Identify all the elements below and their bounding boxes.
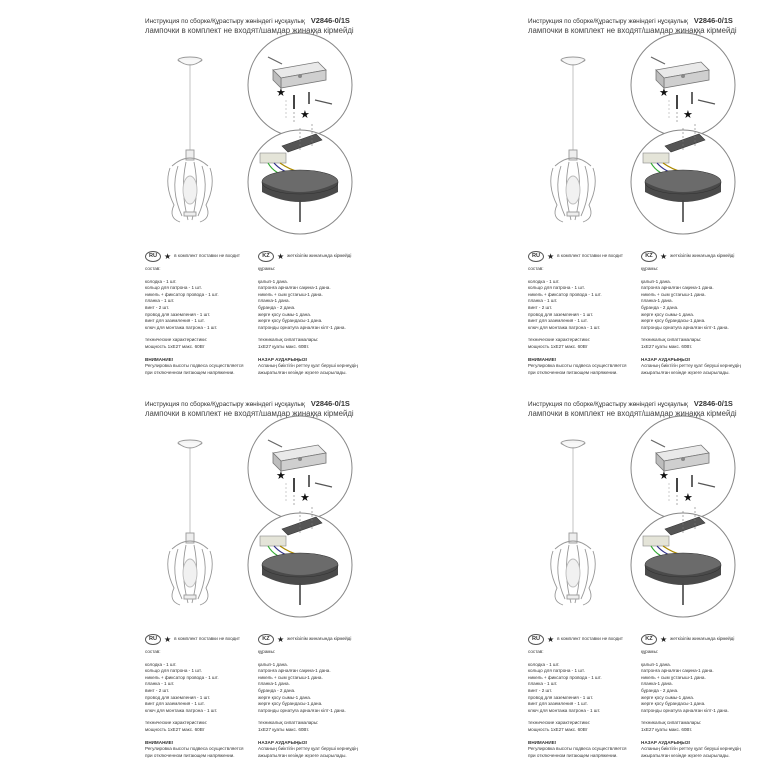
ru-item: ключ для монтажа патрона - 1 шт. xyxy=(528,324,601,330)
kz-warning-line: ажыратылған кезінде жүзеге асырылады. xyxy=(641,369,730,375)
kz-item: жерге қосу сымы-1 дана. xyxy=(641,694,695,700)
kz-warning-line: Аспаның биіктігін реттеу қуат беруші кернеудің xyxy=(258,746,358,752)
lamps-not-included-note: лампочки в комплект не входят/шамдар жинаққа кірмейді xyxy=(145,409,354,419)
canopy-wiring-inset xyxy=(631,124,735,234)
canopy-wiring-inset xyxy=(248,124,352,234)
kz-warning-line: ажыратылған кезінде жүзеге асырылады. xyxy=(258,752,347,758)
kz-item: патронды орнатуға арналған кілт-1 дана. xyxy=(258,324,346,330)
kz-instructions xyxy=(258,634,380,759)
ru-item: планка - 1 шт. xyxy=(145,681,175,687)
ru-instructions xyxy=(528,634,646,759)
ru-specs: мощность 1хE27 макс. 60Вт xyxy=(528,343,588,349)
mounting-plate-inset xyxy=(631,33,735,137)
kz-item: никель + сым ұстағыш-1 дана. xyxy=(641,291,706,297)
ru-warning-line: Регулировка высоты подвеса осуществляется xyxy=(145,363,244,369)
kz-language-badge: KZ xyxy=(258,634,274,645)
ru-item: винт - 2 шт. xyxy=(145,304,170,310)
star-icon: ★ xyxy=(660,634,668,644)
ru-item: провод для заземления - 1 шт. xyxy=(145,311,211,317)
kz-warning-line: ажыратылған кезінде жүзеге асырылады. xyxy=(258,369,347,375)
sheet-header xyxy=(145,400,380,418)
canopy-wiring-inset xyxy=(631,507,735,617)
excluded-part-star-icon: ★ xyxy=(683,109,693,121)
ru-item: кольцо для патрона - 1 шт. xyxy=(145,668,202,674)
ru-specs: мощность 1хE27 макс. 60Вт xyxy=(145,726,205,732)
kz-language-badge: KZ xyxy=(641,634,657,645)
ru-star-note: в комплект поставки не входит xyxy=(557,253,623,259)
ru-item: никель + фиксатор провода - 1 шт. xyxy=(145,674,219,680)
excluded-part-star-icon: ★ xyxy=(683,492,693,504)
ru-warning-label: ВНИМАНИЕ! xyxy=(528,739,557,745)
star-icon: ★ xyxy=(277,634,285,644)
kz-contents-label: құрамы: xyxy=(641,649,659,654)
ru-item: винт для заземления - 1 шт. xyxy=(528,318,588,324)
ru-item: кольцо для патрона - 1 шт. xyxy=(528,668,585,674)
ru-item: кольцо для патрона - 1 шт. xyxy=(528,285,585,291)
ru-specs-label: технические характеристики: xyxy=(145,337,208,343)
kz-item: қалып-1 дана. xyxy=(641,278,671,284)
kz-instructions xyxy=(258,251,380,376)
lamps-not-included-note: лампочки в комплект не входят/шамдар жинаққа кірмейді xyxy=(528,409,737,419)
ru-item: провод для заземления - 1 шт. xyxy=(528,311,594,317)
kz-item: бұранда - 2 дана. xyxy=(641,687,679,693)
kz-item: қалып-1 дана. xyxy=(258,661,288,667)
ru-warning-line: Регулировка высоты подвеса осуществляется xyxy=(145,746,244,752)
kz-item: патронға арналған сақина-1 дана. xyxy=(641,285,714,291)
kz-item: планка-1 дана. xyxy=(641,681,673,687)
kz-contents-label: құрамы: xyxy=(258,266,276,271)
kz-item: патронға арналған сақина-1 дана. xyxy=(641,668,714,674)
kz-instructions xyxy=(641,251,763,376)
ru-specs: мощность 1хE27 макс. 60Вт xyxy=(528,726,588,732)
ru-language-badge: RU xyxy=(528,251,544,262)
sheet-header xyxy=(528,400,763,418)
kz-item: қалып-1 дана. xyxy=(641,661,671,667)
kz-item: патронға арналған сақина-1 дана. xyxy=(258,285,331,291)
kz-item: никель + сым ұстағыш-1 дана. xyxy=(258,674,323,680)
kz-instructions xyxy=(641,634,763,759)
kz-warning-label: НАЗАР АУДАРЫҢЫЗ! xyxy=(258,356,308,362)
kz-specs: 1хE27 қуаты макс. 60Вт. xyxy=(258,726,310,732)
kz-item: жерге қосу сымы-1 дана. xyxy=(641,311,695,317)
kz-item: жерге қосу бұрандасы-1 дана. xyxy=(258,318,323,324)
kz-item: бұранда - 2 дана. xyxy=(641,304,679,310)
excluded-part-star-icon: ★ xyxy=(300,109,310,121)
kz-item: жерге қосу бұрандасы-1 дана. xyxy=(641,701,706,707)
kz-contents-label: құрамы: xyxy=(641,266,659,271)
excluded-part-star-icon: ★ xyxy=(659,87,669,99)
sheet-title: Инструкция по сборке/Құрастыру жөніндегі нұсқаулық xyxy=(145,401,305,408)
ru-item: винт - 2 шт. xyxy=(528,304,553,310)
mounting-plate-inset xyxy=(248,416,352,520)
kz-item: патронды орнатуға арналған кілт-1 дана. xyxy=(258,707,346,713)
ru-specs-label: технические характеристики: xyxy=(145,720,208,726)
ru-item: планка - 1 шт. xyxy=(528,681,558,687)
ru-item: ключ для монтажа патрона - 1 шт. xyxy=(145,707,218,713)
kz-specs-label: техникалық сипаттамалары: xyxy=(258,337,319,343)
kz-specs: 1хE27 қуаты макс. 60Вт. xyxy=(641,343,693,349)
ru-contents-label: состав: xyxy=(528,649,544,654)
kz-item: планка-1 дана. xyxy=(258,681,290,687)
ru-star-note: в комплект поставки не входит xyxy=(174,636,240,642)
ru-item: винт - 2 шт. xyxy=(528,687,553,693)
pendant-lamp-illustration xyxy=(551,440,596,605)
ru-item: колодка - 1 шт. xyxy=(145,278,177,284)
ru-contents-label: состав: xyxy=(528,266,544,271)
instruction-sheet-top-right xyxy=(383,0,766,383)
instruction-sheet-top-left xyxy=(0,0,383,383)
kz-item: патронды орнатуға арналған кілт-1 дана. xyxy=(641,324,729,330)
ru-contents-label: состав: xyxy=(145,266,161,271)
kz-star-note: жеткізілім жинағында кірмейді xyxy=(287,636,352,642)
ru-star-note: в комплект поставки не входит xyxy=(174,253,240,259)
sheet-title: Инструкция по сборке/Құрастыру жөніндегі нұсқаулық xyxy=(528,401,688,408)
ru-item: никель + фиксатор провода - 1 шт. xyxy=(528,291,602,297)
kz-star-note: жеткізілім жинағында кірмейді xyxy=(670,636,735,642)
sheet-title: Инструкция по сборке/Құрастыру жөніндегі нұсқаулық xyxy=(528,18,688,25)
kz-item: планка-1 дана. xyxy=(258,298,290,304)
ru-language-badge: RU xyxy=(528,634,544,645)
model-code: V2846-0/1S xyxy=(693,16,733,25)
excluded-part-star-icon: ★ xyxy=(300,492,310,504)
sheet-header xyxy=(145,17,380,35)
ru-item: колодка - 1 шт. xyxy=(145,661,177,667)
ru-language-badge: RU xyxy=(145,251,161,262)
kz-item: қалып-1 дана. xyxy=(258,278,288,284)
kz-specs-label: техникалық сипаттамалары: xyxy=(258,720,319,726)
excluded-part-star-icon: ★ xyxy=(276,470,286,482)
ru-warning-line: Регулировка высоты подвеса осуществляется xyxy=(528,746,627,752)
ru-item: винт для заземления - 1 шт. xyxy=(145,318,205,324)
ru-warning-line: Регулировка высоты подвеса осуществляется xyxy=(528,363,627,369)
ru-item: винт для заземления - 1 шт. xyxy=(145,701,205,707)
sheet-title: Инструкция по сборке/Құрастыру жөніндегі нұсқаулық xyxy=(145,18,305,25)
kz-star-note: жеткізілім жинағында кірмейді xyxy=(287,253,352,259)
ru-instructions xyxy=(145,634,263,759)
kz-language-badge: KZ xyxy=(641,251,657,262)
kz-warning-label: НАЗАР АУДАРЫҢЫЗ! xyxy=(258,739,308,745)
kz-specs-label: техникалық сипаттамалары: xyxy=(641,337,702,343)
model-code: V2846-0/1S xyxy=(693,399,733,408)
ru-language-badge: RU xyxy=(145,634,161,645)
ru-item: провод для заземления - 1 шт. xyxy=(145,694,211,700)
ru-warning-label: ВНИМАНИЕ! xyxy=(528,356,557,362)
star-icon: ★ xyxy=(277,251,285,261)
kz-language-badge: KZ xyxy=(258,251,274,262)
lamps-not-included-note: лампочки в комплект не входят/шамдар жинаққа кірмейді xyxy=(145,26,354,36)
kz-item: планка-1 дана. xyxy=(641,298,673,304)
kz-item: никель + сым ұстағыш-1 дана. xyxy=(641,674,706,680)
ru-warning-line: при отключенном питающем напряжении. xyxy=(528,369,618,375)
kz-warning-label: НАЗАР АУДАРЫҢЫЗ! xyxy=(641,739,691,745)
ru-warning-line: при отключенном питающем напряжении. xyxy=(145,752,235,758)
kz-warning-line: ажыратылған кезінде жүзеге асырылады. xyxy=(641,752,730,758)
canopy-wiring-inset xyxy=(248,507,352,617)
kz-item: бұранда - 2 дана. xyxy=(258,687,296,693)
ru-item: никель + фиксатор провода - 1 шт. xyxy=(528,674,602,680)
star-icon: ★ xyxy=(164,634,172,644)
ru-specs-label: технические характеристики: xyxy=(528,720,591,726)
ru-item: винт для заземления - 1 шт. xyxy=(528,701,588,707)
ru-specs: мощность 1хE27 макс. 60Вт xyxy=(145,343,205,349)
kz-specs: 1хE27 қуаты макс. 60Вт. xyxy=(641,726,693,732)
ru-warning-label: ВНИМАНИЕ! xyxy=(145,739,174,745)
mounting-plate-inset xyxy=(631,416,735,520)
model-code: V2846-0/1S xyxy=(310,16,350,25)
kz-warning-line: Аспаның биіктігін реттеу қуат беруші кернеудің xyxy=(641,363,741,369)
kz-item: жерге қосу бұрандасы-1 дана. xyxy=(641,318,706,324)
ru-item: провод для заземления - 1 шт. xyxy=(528,694,594,700)
kz-specs: 1хE27 қуаты макс. 60Вт. xyxy=(258,343,310,349)
ru-item: ключ для монтажа патрона - 1 шт. xyxy=(528,707,601,713)
kz-specs-label: техникалық сипаттамалары: xyxy=(641,720,702,726)
ru-instructions xyxy=(145,251,263,376)
star-icon: ★ xyxy=(547,634,555,644)
model-code: V2846-0/1S xyxy=(310,399,350,408)
kz-contents-label: құрамы: xyxy=(258,649,276,654)
kz-item: бұранда - 2 дана. xyxy=(258,304,296,310)
kz-star-note: жеткізілім жинағында кірмейді xyxy=(670,253,735,259)
ru-item: планка - 1 шт. xyxy=(528,298,558,304)
pendant-lamp-illustration xyxy=(168,440,213,605)
kz-warning-label: НАЗАР АУДАРЫҢЫЗ! xyxy=(641,356,691,362)
lamps-not-included-note: лампочки в комплект не входят/шамдар жинаққа кірмейді xyxy=(528,26,737,36)
kz-item: жерге қосу сымы-1 дана. xyxy=(258,694,312,700)
excluded-part-star-icon: ★ xyxy=(276,87,286,99)
kz-item: никель + сым ұстағыш-1 дана. xyxy=(258,291,323,297)
sheet-header xyxy=(528,17,763,35)
kz-item: жерге қосу бұрандасы-1 дана. xyxy=(258,701,323,707)
ru-warning-label: ВНИМАНИЕ! xyxy=(145,356,174,362)
pendant-lamp-illustration xyxy=(551,57,596,222)
star-icon: ★ xyxy=(660,251,668,261)
ru-star-note: в комплект поставки не входит xyxy=(557,636,623,642)
ru-instructions xyxy=(528,251,646,376)
kz-item: жерге қосу сымы-1 дана. xyxy=(258,311,312,317)
kz-item: патронға арналған сақина-1 дана. xyxy=(258,668,331,674)
ru-contents-label: состав: xyxy=(145,649,161,654)
ru-specs-label: технические характеристики: xyxy=(528,337,591,343)
pendant-lamp-illustration xyxy=(168,57,213,222)
kz-warning-line: Аспаның биіктігін реттеу қуат беруші кернеудің xyxy=(258,363,358,369)
ru-item: кольцо для патрона - 1 шт. xyxy=(145,285,202,291)
ru-item: колодка - 1 шт. xyxy=(528,278,560,284)
ru-item: планка - 1 шт. xyxy=(145,298,175,304)
ru-warning-line: при отключенном питающем напряжении. xyxy=(528,752,618,758)
instruction-sheet-bottom-left xyxy=(0,383,383,766)
kz-item: патронды орнатуға арналған кілт-1 дана. xyxy=(641,707,729,713)
ru-item: колодка - 1 шт. xyxy=(528,661,560,667)
star-icon: ★ xyxy=(164,251,172,261)
ru-item: никель + фиксатор провода - 1 шт. xyxy=(145,291,219,297)
ru-item: винт - 2 шт. xyxy=(145,687,170,693)
ru-item: ключ для монтажа патрона - 1 шт. xyxy=(145,324,218,330)
excluded-part-star-icon: ★ xyxy=(659,470,669,482)
ru-warning-line: при отключенном питающем напряжении. xyxy=(145,369,235,375)
kz-warning-line: Аспаның биіктігін реттеу қуат беруші кернеудің xyxy=(641,746,741,752)
mounting-plate-inset xyxy=(248,33,352,137)
instruction-sheet-bottom-right xyxy=(383,383,766,766)
star-icon: ★ xyxy=(547,251,555,261)
